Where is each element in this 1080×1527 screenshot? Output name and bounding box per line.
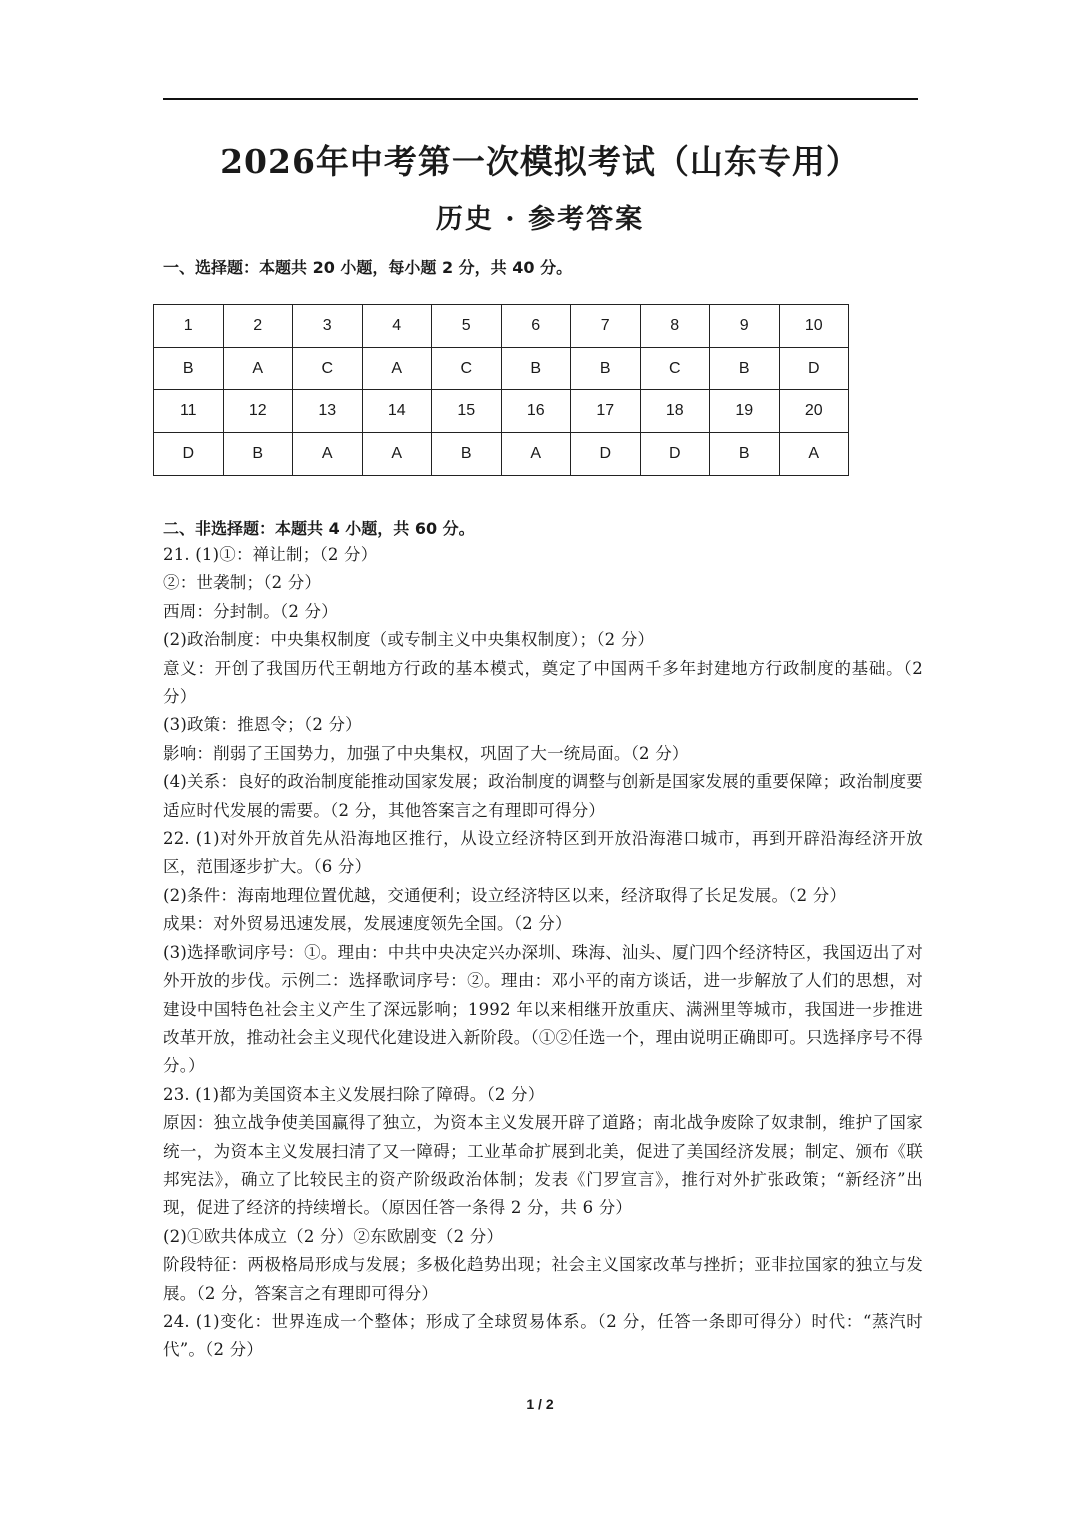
answer-table xyxy=(153,304,849,476)
answer-text-body xyxy=(163,541,923,1365)
table-cell: A xyxy=(293,433,363,476)
table-cell: D xyxy=(154,433,224,476)
table-cell: 4 xyxy=(362,305,432,348)
table-cell: D xyxy=(571,433,641,476)
table-cell: C xyxy=(640,347,710,390)
answer-paragraph: 原因：独立战争使美国赢得了独立，为资本主义发展开辟了道路；南北战争废除了奴隶制，维护了国家统一，为资本主义发展扫清了又一障碍；工业革命扩展到北美，促进了美国经济发展；制定、颁布《联邦宪法》，确立了比较民主的资产阶级政治体制；发表《门罗宣言》，推行对外扩张政策；“新经济”出现，促进了经济的持续增长。（原因任答一条得 2 分，共 6 分） xyxy=(163,1113,923,1218)
table-cell: B xyxy=(154,347,224,390)
answer-paragraph: (4)关系：良好的政治制度能推动国家发展；政治制度的调整与创新是国家发展的重要保障；政治制度要适应时代发展的需要。（2 分，其他答案言之有理即可得分） xyxy=(163,772,923,820)
table-cell: C xyxy=(432,347,502,390)
table-cell: 6 xyxy=(501,305,571,348)
answer-paragraph: 24. (1)变化：世界连成一个整体；形成了全球贸易体系。（2 分，任答一条即可得分）时代：“蒸汽时代”。（2 分） xyxy=(163,1311,923,1360)
table-cell: B xyxy=(710,347,780,390)
table-cell: B xyxy=(571,347,641,390)
answer-paragraph: 影响：削弱了王国势力，加强了中央集权，巩固了大一统局面。（2 分） xyxy=(163,743,689,763)
table-cell: 11 xyxy=(154,390,224,433)
table-cell: 2 xyxy=(223,305,293,348)
answer-paragraph: (3)选择歌词序号：①。理由：中共中央决定兴办深圳、珠海、汕头、厦门四个经济特区，我国迈出了对外开放的步伐。示例二：选择歌词序号：②。理由：邓小平的南方谈话，进一步解放了人们的思想，对建设中国特色社会主义产生了深远影响；1992 年以来相继开放重庆、满洲里等城市，我国进一步推进改革开放，推动社会主义现代化建设进入新阶段。（①②任选一个，理由说明正确即可。只选择序号不得分。） xyxy=(163,942,923,1076)
table-cell: A xyxy=(362,347,432,390)
table-cell: C xyxy=(293,347,363,390)
table-cell: A xyxy=(362,433,432,476)
table-cell: B xyxy=(432,433,502,476)
table-cell: 19 xyxy=(710,390,780,433)
answer-paragraph: ②：世袭制；（2 分） xyxy=(163,573,322,593)
question-number-row xyxy=(154,390,849,433)
table-cell: 7 xyxy=(571,305,641,348)
table-cell: 14 xyxy=(362,390,432,433)
table-cell: 15 xyxy=(432,390,502,433)
page-number: 1 / 2 xyxy=(526,1396,554,1412)
table-cell: 12 xyxy=(223,390,293,433)
section2-heading: 二、非选择题：本题共 4 小题，共 60 分。 xyxy=(163,519,475,538)
table-cell: 16 xyxy=(501,390,571,433)
table-cell: 10 xyxy=(779,305,849,348)
table-cell: 1 xyxy=(154,305,224,348)
answer-paragraph: 成果：对外贸易迅速发展，发展速度领先全国。（2 分） xyxy=(163,914,572,934)
table-cell: 13 xyxy=(293,390,363,433)
answer-paragraph: 23. (1)都为美国资本主义发展扫除了障碍。（2 分） xyxy=(163,1084,545,1104)
answer-paragraph: 阶段特征：两极格局形成与发展；多极化趋势出现；社会主义国家改革与挫折；亚非拉国家的独立与发展。（2 分，答案言之有理即可得分） xyxy=(163,1255,923,1303)
table-cell: 9 xyxy=(710,305,780,348)
table-cell: B xyxy=(223,433,293,476)
table-cell: B xyxy=(710,433,780,476)
section1-heading: 一、选择题：本题共 20 小题，每小题 2 分，共 40 分。 xyxy=(163,258,573,277)
answer-row xyxy=(154,433,849,476)
table-cell: D xyxy=(640,433,710,476)
table-cell: A xyxy=(501,433,571,476)
table-cell: A xyxy=(779,433,849,476)
table-cell: A xyxy=(223,347,293,390)
top-rule xyxy=(163,98,918,100)
answer-paragraph: 22. (1)对外开放首先从沿海地区推行，从设立经济特区到开放沿海港口城市，再到开辟沿海经济开放区，范围逐步扩大。（6 分） xyxy=(163,829,923,877)
answer-paragraph: (2)①欧共体成立（2 分）②东欧剧变（2 分） xyxy=(163,1226,504,1246)
table-cell: 18 xyxy=(640,390,710,433)
answer-paragraph: 21. (1)①：禅让制；（2 分） xyxy=(163,545,378,564)
table-cell: 8 xyxy=(640,305,710,348)
answer-row xyxy=(154,347,849,390)
table-cell: 5 xyxy=(432,305,502,348)
answer-paragraph: (2)政治制度：中央集权制度（或专制主义中央集权制度）；（2 分） xyxy=(163,630,655,650)
table-cell: 20 xyxy=(779,390,849,433)
table-cell: B xyxy=(501,347,571,390)
answer-paragraph: (3)政策：推恩令；（2 分） xyxy=(163,715,362,735)
answer-paragraph: 西周：分封制。（2 分） xyxy=(163,601,338,621)
table-cell: D xyxy=(779,347,849,390)
answer-paragraph: 意义：开创了我国历代王朝地方行政的基本模式，奠定了中国两千多年封建地方行政制度的基础。（2 分） xyxy=(163,658,923,707)
answer-paragraph: (2)条件：海南地理位置优越，交通便利；设立经济特区以来，经济取得了长足发展。（2 分） xyxy=(163,885,847,905)
page-title: 2026年中考第一次模拟考试（山东专用） xyxy=(220,142,860,181)
table-cell: 17 xyxy=(571,390,641,433)
table-cell: 3 xyxy=(293,305,363,348)
page-subtitle: 历史 · 参考答案 xyxy=(435,204,645,235)
question-number-row xyxy=(154,305,849,348)
